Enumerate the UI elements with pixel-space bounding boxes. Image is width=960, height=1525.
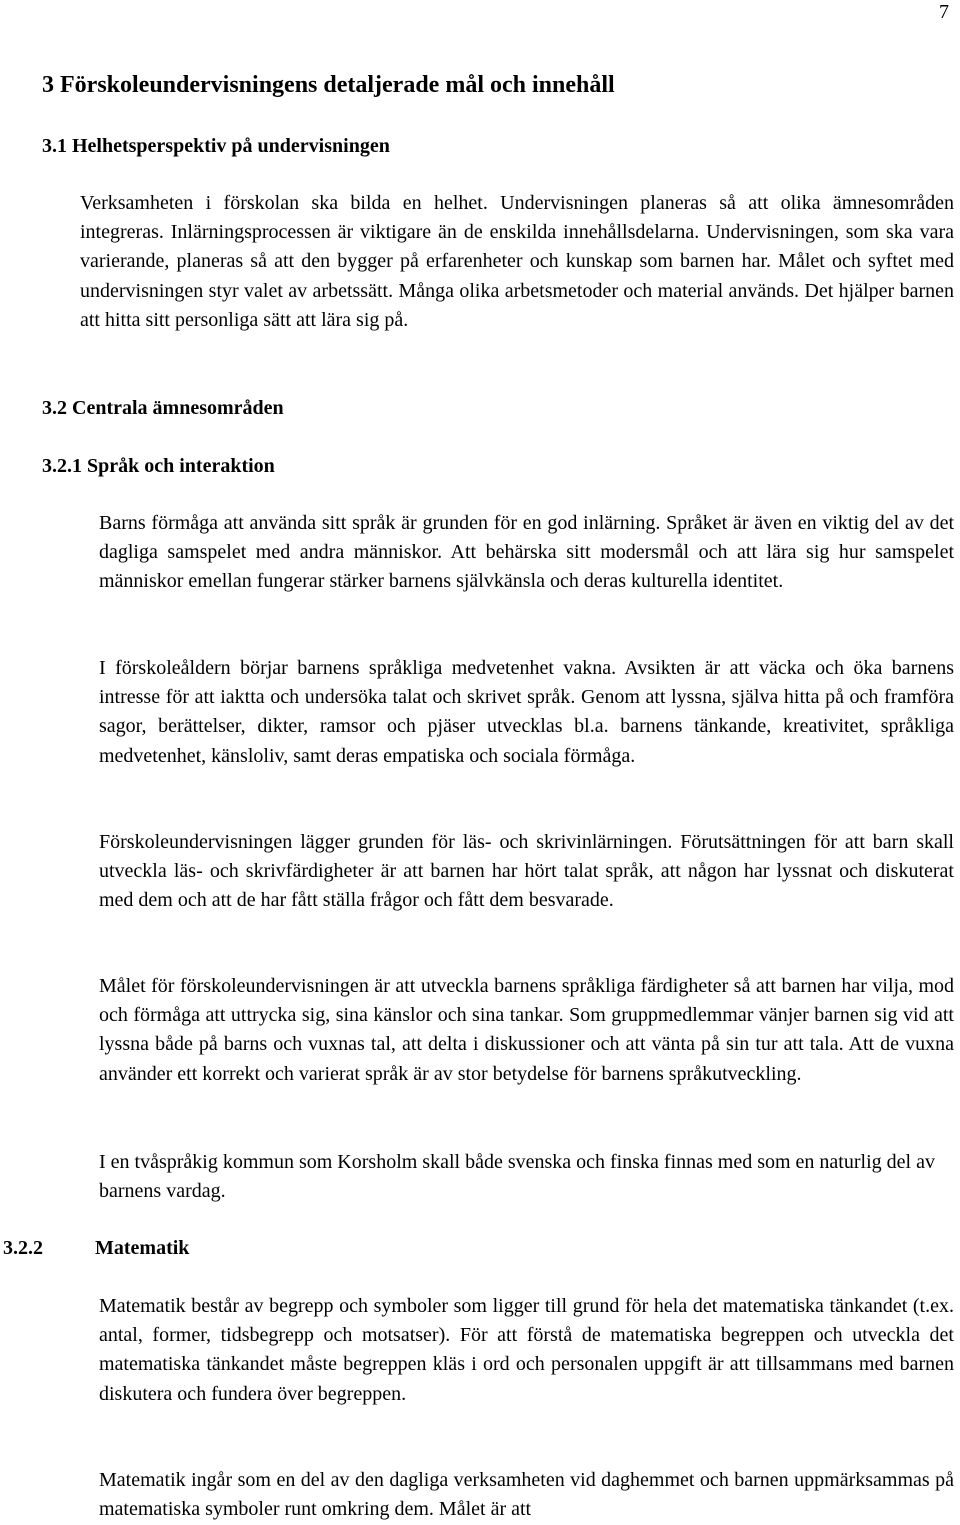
section-3-1-paragraph: Verksamheten i förskolan ska bilda en helhet. Undervisningen planeras så att olika ämnesområden integreras. Inlärningsprocessen är viktigare än de enskilda innehållsdelarna. Undervisningen, som ska vara varierande, planeras så att den bygger på erfarenheter och kunskap som barnen har. Målet och syftet med undervisningen styr valet av arbetssätt. Många olika arbetsmetoder och material används. Det hjälper barnen att hitta sitt personliga sätt att lära sig på. [80, 192, 954, 331]
section-3-2-1-heading: 3.2.1 Språk och interaktion [42, 455, 275, 477]
section-3-2-2-title: Matematik [95, 1237, 190, 1259]
section-3-2-heading: 3.2 Centrala ämnesområden [42, 397, 284, 419]
sprak-paragraph-1: Barns förmåga att använda sitt språk är grunden för en god inlärning. Språket är även en viktig del av det dagliga samspelet med andra människor. Att behärska sitt modersmål och att lära sig hur samspelet människor emellan fungerar stärker barnens självkänsla och deras kulturella identitet. [99, 512, 954, 593]
section-3-1-heading: 3.1 Helhetsperspektiv på undervisningen [42, 135, 390, 157]
sprak-paragraph-5: I en tvåspråkig kommun som Korsholm skall både svenska och finska finnas med som en naturlig del av barnens vardag. [99, 1151, 935, 1203]
matematik-paragraph-1: Matematik består av begrepp och symboler som ligger till grund för hela det matematiska tänkandet (t.ex. antal, former, tidsbegrepp och motsatser). För att förstå de matematiska begreppen och utveckla det matematiska tänkandet måste begreppen kläs i ord och personalen uppgift är att tillsammans med barnen diskutera och fundera över begreppen. [99, 1295, 954, 1405]
section-3-2-2-number: 3.2.2 [3, 1237, 43, 1259]
page-number: 7 [939, 1, 949, 23]
chapter-heading: 3 Förskoleundervisningens detaljerade mål och innehåll [42, 72, 615, 98]
sprak-paragraph-4: Målet för förskoleundervisningen är att utveckla barnens språkliga färdigheter så att barnen har vilja, mod och förmåga att uttrycka sig, sina känslor och sina tankar. Som gruppmedlemmar vänjer barnen sig vid att lyssna både på barns och vuxnas tal, att delta i diskussioner och att vänta på sin tur att tala. Att de vuxna använder ett korrekt och varierat språk är av stor betydelse för barnens språkutveckling. [99, 975, 954, 1085]
matematik-paragraph-2: Matematik ingår som en del av den dagliga verksamheten vid daghemmet och barnen uppmärksammas på matematiska symboler runt omkring dem. Målet är att [99, 1469, 954, 1521]
sprak-paragraph-2: I förskoleåldern börjar barnens språkliga medvetenhet vakna. Avsikten är att väcka och öka barnens intresse för att iaktta och undersöka talat och skrivet språk. Genom att lyssna, själva hitta på och framföra sagor, berättelser, dikter, ramsor och pjäser utvecklas bl.a. barnens tänkande, kreativitet, språkliga medvetenhet, känsloliv, samt deras empatiska och sociala förmåga. [99, 657, 954, 767]
section-3-2-2-heading [3, 1235, 189, 1261]
sprak-paragraph-3: Förskoleundervisningen lägger grunden för läs- och skrivinlärningen. Förutsättningen för att barn skall utveckla läs- och skrivfärdigheter är att barnen har hört talat språk, att någon har lyssnat och diskuterat med dem och att de har fått ställa frågor och fått dem besvarade. [99, 831, 954, 912]
